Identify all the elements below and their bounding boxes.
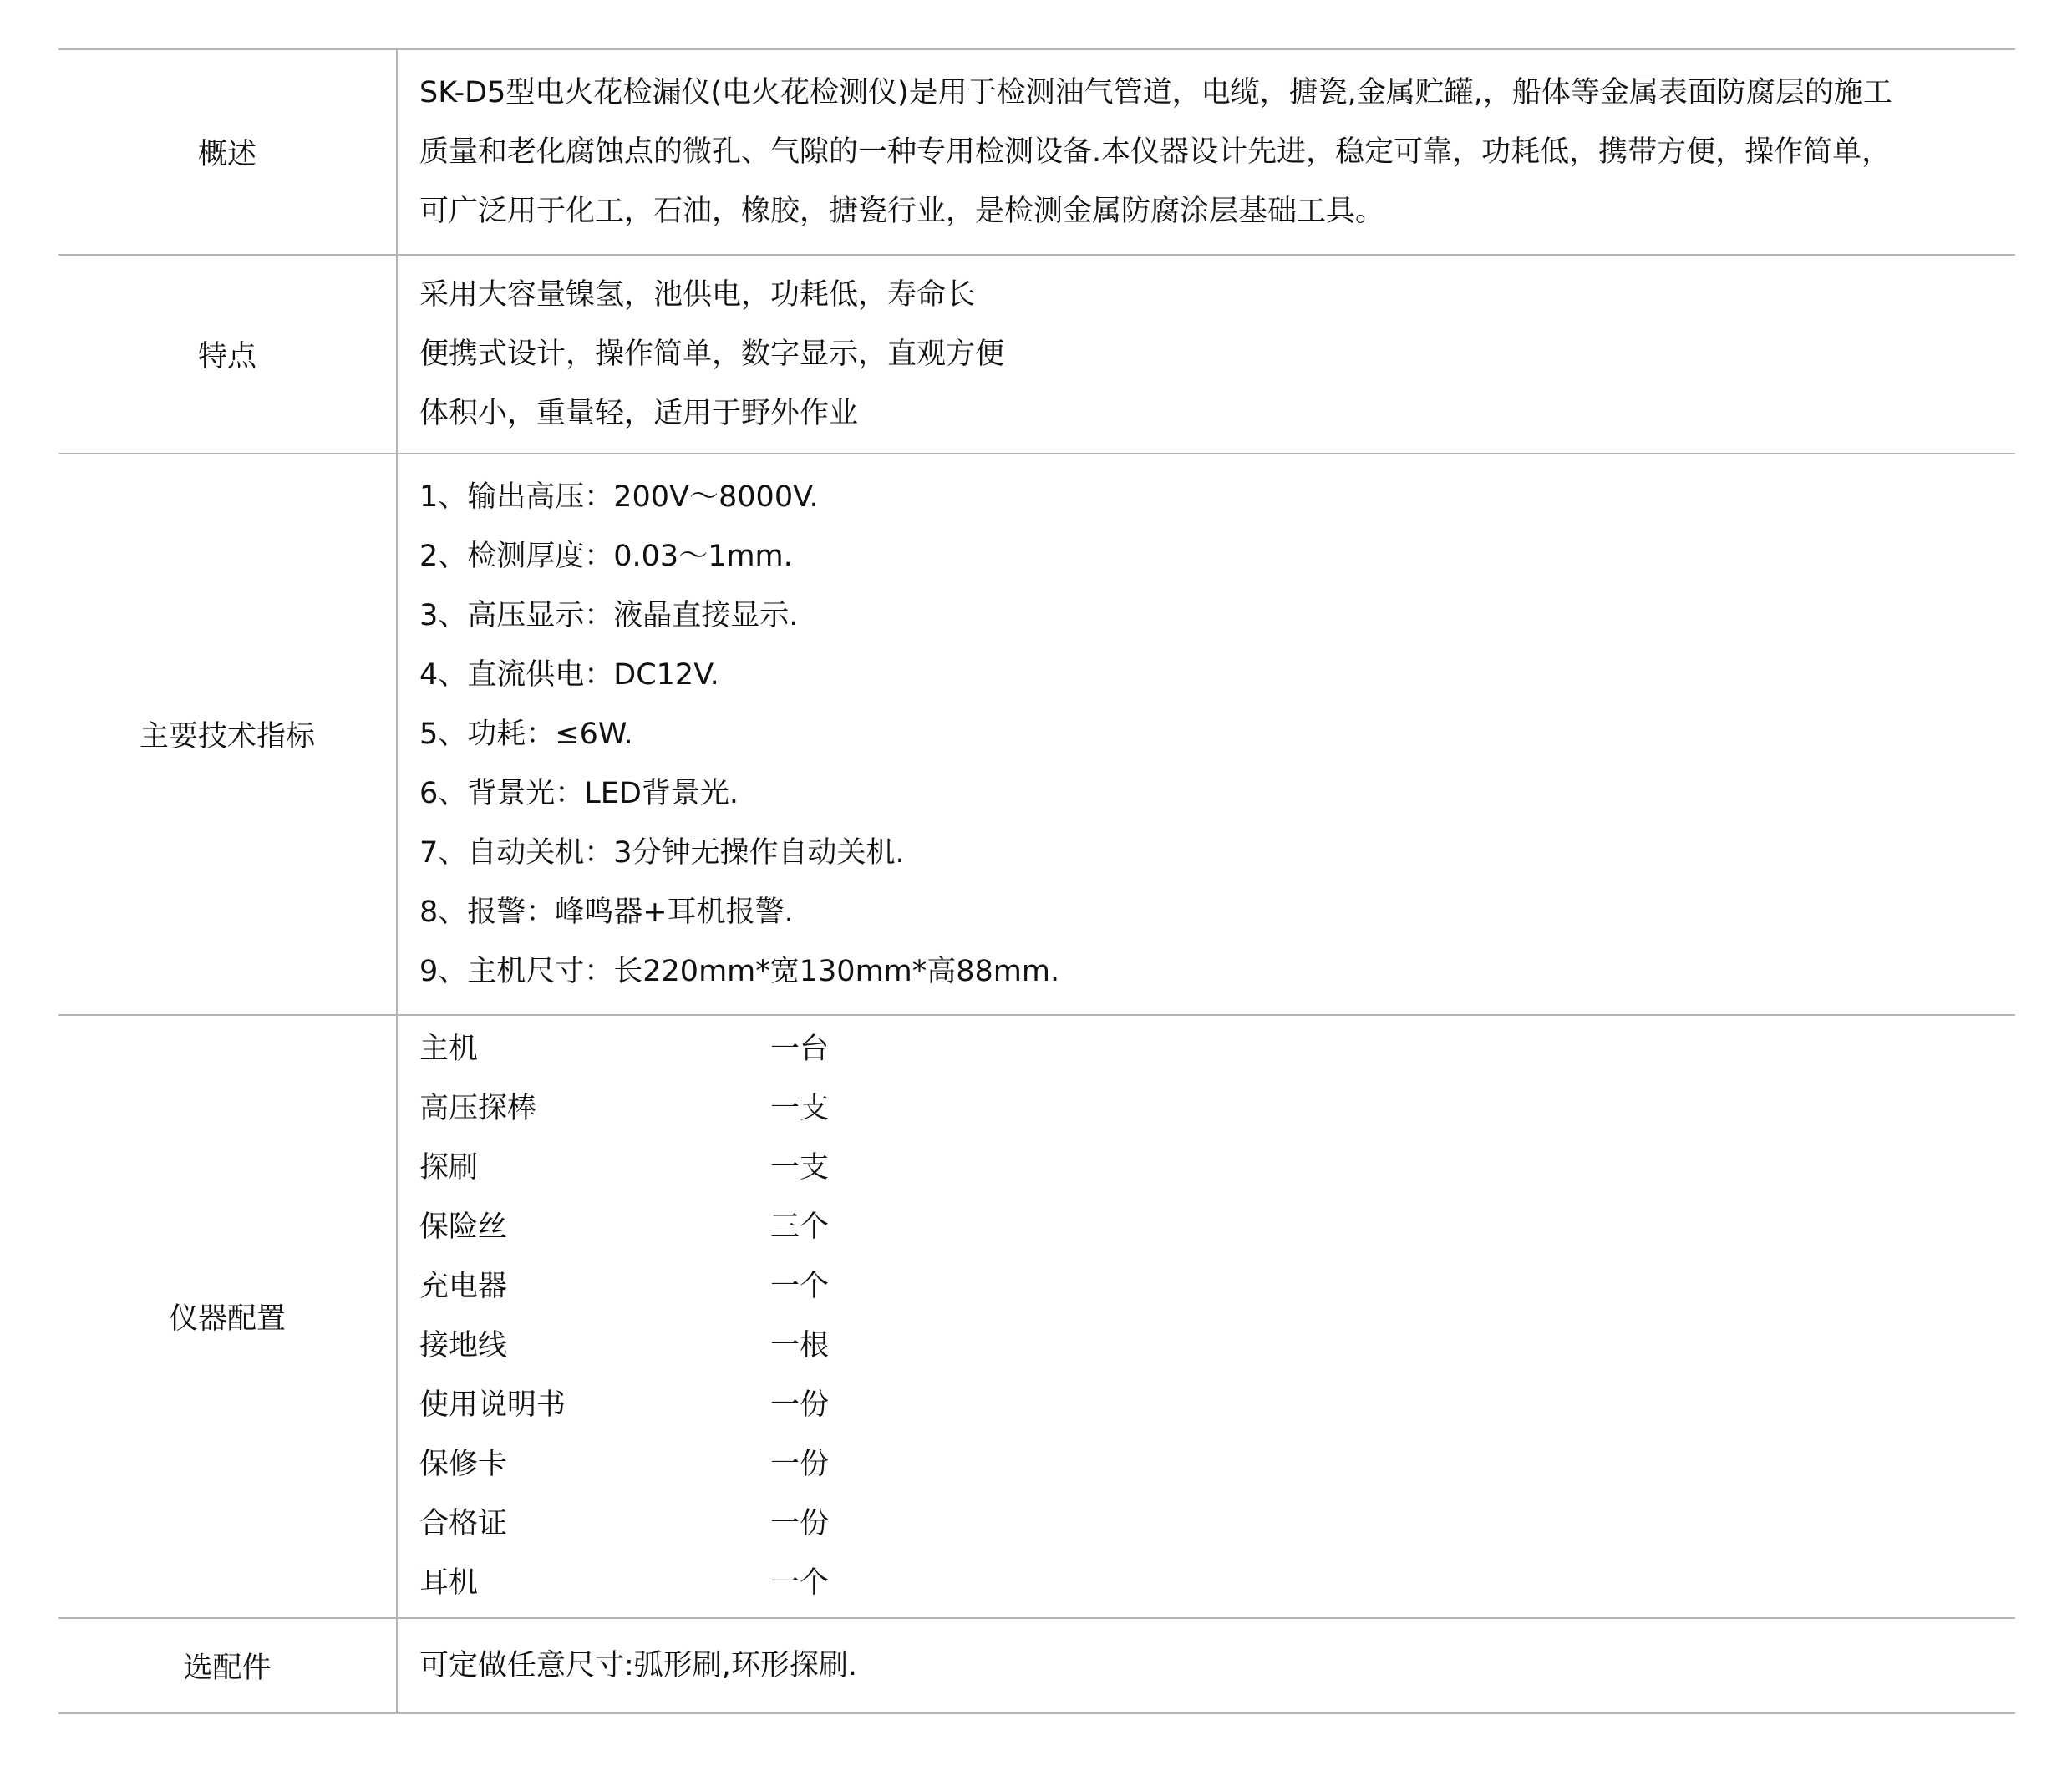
config-item-qty: 一根 [770, 1329, 830, 1362]
config-item [419, 1317, 1998, 1376]
config-item [419, 1139, 1998, 1198]
config-row [58, 1015, 2015, 1618]
options-text: 可定做任意尺寸:弧形刷,环形探刷. [419, 1648, 858, 1682]
feature-line: 采用大容量镍氢，池供电，功耗低，寿命长 [419, 277, 976, 312]
config-item [419, 1079, 1998, 1139]
config-item [419, 1494, 1998, 1554]
config-item-qty: 三个 [770, 1210, 830, 1244]
specs-row [58, 454, 2015, 1015]
config-item-qty: 一支 [770, 1092, 830, 1125]
spec-line: 2、检测厚度：0.03～1mm. [419, 539, 793, 573]
config-item-name: 探刷 [419, 1151, 479, 1185]
config-item-qty: 一支 [770, 1151, 830, 1185]
config-item-qty: 一个 [770, 1270, 830, 1303]
overview-label: 概述 [58, 49, 397, 255]
options-label: 选配件 [58, 1618, 397, 1713]
spec-line: 7、自动关机：3分钟无操作自动关机. [419, 835, 905, 870]
config-item-qty: 一份 [770, 1507, 830, 1540]
config-item [419, 1198, 1998, 1257]
overview-content [397, 49, 2015, 255]
overview-line: SK-D5型电火花检漏仪(电火花检测仪)是用于检测油气管道，电缆，搪瓷,金属贮罐,，船体等金属表面防腐层的施工 [419, 75, 1892, 109]
feature-line: 体积小，重量轻，适用于野外作业 [419, 396, 859, 430]
config-item-name: 保修卡 [419, 1448, 508, 1481]
features-row [58, 255, 2015, 454]
config-item-name: 充电器 [419, 1270, 508, 1303]
config-content [397, 1015, 2015, 1618]
config-item-name: 使用说明书 [419, 1388, 566, 1422]
config-label: 仪器配置 [58, 1015, 397, 1618]
options-content [397, 1618, 2015, 1713]
config-item-qty: 一台 [770, 1032, 830, 1066]
config-item [419, 1257, 1998, 1317]
config-item-name: 耳机 [419, 1566, 479, 1600]
config-item [419, 1020, 1998, 1079]
overview-line: 质量和老化腐蚀点的微孔、气隙的一种专用检测设备.本仪器设计先进，稳定可靠，功耗低，携带方便，操作简单， [419, 134, 1892, 169]
feature-line: 便携式设计，操作简单，数字显示，直观方便 [419, 337, 1005, 371]
config-item-name: 接地线 [419, 1329, 508, 1362]
overview-line: 可广泛用于化工，石油，橡胶，搪瓷行业，是检测金属防腐涂层基础工具。 [419, 194, 1385, 228]
config-item [419, 1554, 1998, 1613]
spec-line: 4、直流供电：DC12V. [419, 657, 719, 692]
config-item [419, 1376, 1998, 1435]
options-row [58, 1618, 2015, 1713]
config-item-qty: 一份 [770, 1448, 830, 1481]
config-item-qty: 一个 [770, 1566, 830, 1600]
specs-label: 主要技术指标 [58, 454, 397, 1015]
spec-line: 5、功耗：≤6W. [419, 717, 633, 751]
spec-line: 8、报警：峰鸣器+耳机报警. [419, 895, 794, 929]
overview-row [58, 49, 2015, 255]
spec-line: 6、背景光：LED背景光. [419, 776, 739, 810]
spec-line: 3、高压显示：液晶直接显示. [419, 598, 799, 632]
spec-line: 9、主机尺寸：长220mm*宽130mm*高88mm. [419, 954, 1060, 988]
config-item-name: 高压探棒 [419, 1092, 537, 1125]
config-item-name: 保险丝 [419, 1210, 508, 1244]
spec-table [58, 48, 2015, 1714]
config-item-name: 合格证 [419, 1507, 508, 1540]
features-label: 特点 [58, 255, 397, 454]
specs-content [397, 454, 2015, 1015]
config-item-name: 主机 [419, 1032, 479, 1066]
config-item-qty: 一份 [770, 1388, 830, 1422]
features-content [397, 255, 2015, 454]
config-item [419, 1435, 1998, 1494]
spec-line: 1、输出高压：200V～8000V. [419, 479, 819, 514]
